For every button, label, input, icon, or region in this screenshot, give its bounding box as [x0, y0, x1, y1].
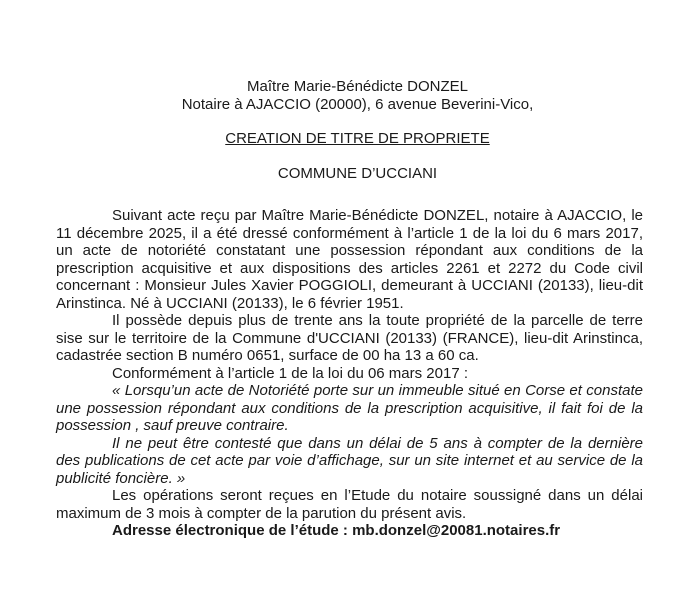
paragraph-quote-1: « Lorsqu’un acte de Notoriété porte sur un immeuble situé en Corse et constate une possession répondant aux conditions de la prescription acquisitive, il fait foi de la possession , sauf preuve contraire. [56, 382, 643, 434]
document-title: CREATION DE TITRE DE PROPRIETE [225, 130, 490, 147]
paragraph-operations: Les opérations seront reçues en l’Etude du notaire soussigné dans un délai maximum de 3 mois à compter de la parution du présent avis. [56, 487, 643, 522]
paragraph-property: Il possède depuis plus de trente ans la toute propriété de la parcelle de terre sise sur le territoire de la Commune d'UCCIANI (20133) (FRANCE), lieu-dit Arinstinca, cadastrée section B numéro 0651, surface de 00 ha 13 a 60 ca. [56, 312, 643, 364]
notary-name: Maître Marie-Bénédicte DONZEL [247, 78, 468, 95]
legal-notice-document [56, 78, 643, 540]
paragraph-deed: Suivant acte reçu par Maître Marie-Bénédicte DONZEL, notaire à AJACCIO, le 11 décembre 2025, il a été dressé conformément à l’article 1 de la loi du 6 mars 2017, un acte de notoriété constatant une possession répondant aux conditions de la prescription acquisitive et aux dispositions des articles 2261 et 2272 du Code civil concernant : Monsieur Jules Xavier POGGIOLI, demeurant à UCCIANI (20133), lieu-dit Arinstinca. Né à UCCIANI (20133), le 6 février 1951. [56, 207, 643, 312]
study-email-line: Adresse électronique de l’étude : mb.donzel@20081.notaires.fr [112, 522, 561, 539]
paragraph-quote-2: Il ne peut être contesté que dans un délai de 5 ans à compter de la dernière des publications de cet acte par voie d’affichage, sur un site internet et au service de la publicité foncière. » [56, 434, 643, 487]
notice-body [56, 207, 643, 540]
notary-address: Notaire à AJACCIO (20000), 6 avenue Beverini-Vico, [181, 95, 534, 113]
paragraph-law-reference: Conformément à l’article 1 de la loi du 06 mars 2017 : [112, 364, 469, 382]
commune-heading: COMMUNE D’UCCIANI [277, 164, 438, 182]
